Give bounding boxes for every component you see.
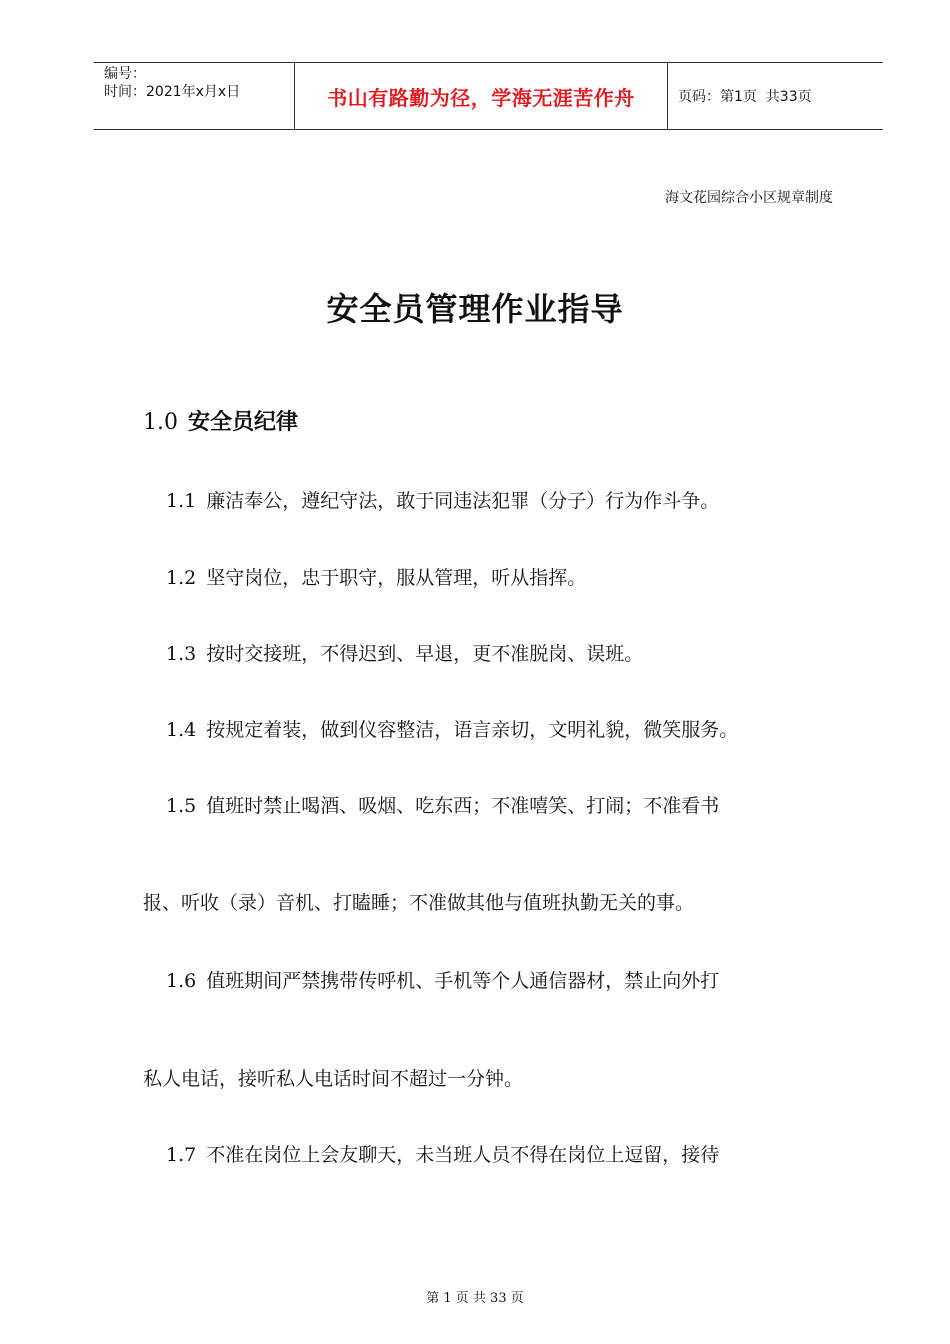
item-text: 坚守岗位，忠于职守，服从管理，听从指挥。 [206,567,587,589]
list-item-continuation: 私人电话，接听私人电话时间不超过一分钟。 [143,1068,524,1090]
item-text: 值班期间严禁携带传呼机、手机等个人通信器材，禁止向外打 [206,970,720,992]
document-number-label: 编号： [104,66,146,82]
item-number: 1.6 [166,970,197,992]
page-header [94,62,883,130]
header-page-info-cell [668,63,883,129]
item-text: 廉洁奉公，遵纪守法，敢于同违法犯罪（分子）行为作斗争。 [206,490,720,512]
page-title: 安全员管理作业指导 [326,290,624,328]
header-motto-cell [295,63,668,129]
item-number: 1.5 [166,795,197,817]
list-item [166,639,643,666]
item-number: 1.2 [166,567,197,589]
item-number: 1.7 [166,1144,197,1166]
header-motto: 书山有路勤为径，学海无涯苦作舟 [327,85,635,110]
section-number: 1.0 [143,410,178,435]
page-footer: 第 1 页 共 33 页 [426,1291,524,1306]
document-time-label: 时间：2021年x月x日 [104,84,241,100]
list-item [166,1140,719,1167]
header-meta [94,63,295,129]
section-heading [143,405,298,436]
list-item [166,715,738,742]
item-text: 按时交接班，不得迟到、早退，更不准脱岗、误班。 [206,643,644,665]
list-item [166,563,586,590]
document-subtitle: 海文花园综合小区规章制度 [665,190,833,206]
header-page-info: 页码：第1页 共33页 [678,89,812,105]
list-item [166,966,719,993]
list-item [166,791,719,818]
section-heading-text: 安全员纪律 [188,410,299,435]
item-number: 1.4 [166,719,197,741]
item-text: 不准在岗位上会友聊天，未当班人员不得在岗位上逗留，接待 [206,1144,720,1166]
item-number: 1.1 [166,490,197,512]
list-item [166,486,719,513]
item-text: 值班时禁止喝酒、吸烟、吃东西；不准嘻笑、打闹；不准看书 [206,795,720,817]
item-number: 1.3 [166,643,197,665]
item-text: 按规定着装，做到仪容整洁，语言亲切，文明礼貌，微笑服务。 [206,719,739,741]
list-item-continuation: 报、听收（录）音机、打瞌睡；不准做其他与值班执勤无关的事。 [143,892,695,914]
